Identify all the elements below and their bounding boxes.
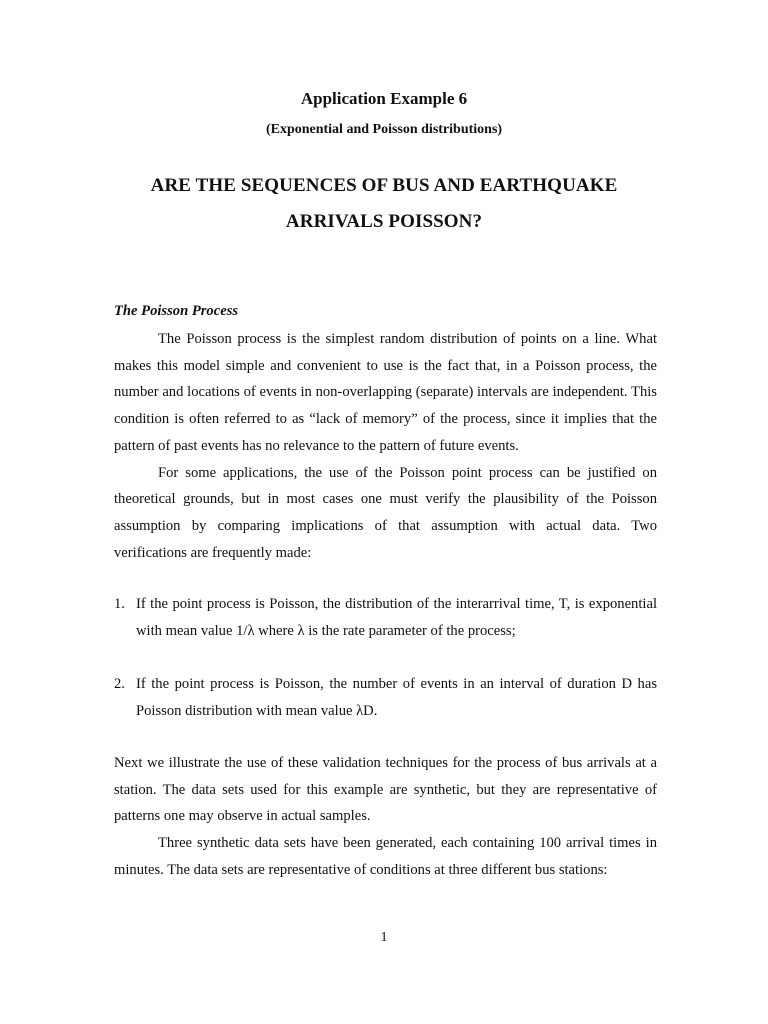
paragraph-2: For some applications, the use of the Poisson point process can be justified on theoretical grounds, but in most cases one must verify the plausibility of the Poisson assumption by comparing implications of that assumption with actual data. Two verifications are frequently made: (114, 464, 657, 561)
document-subtitle: (Exponential and Poisson distributions) (265, 122, 503, 137)
paragraph-3: Next we illustrate the use of these validation techniques for the process of bus arrivals at a station. The data sets used for this example are synthetic, but they are representative of patterns one may observe in actual samples. (114, 755, 657, 825)
list-text: If the point process is Poisson, the number of events in an interval of duration D has Poisson distribution with mean value λD. (136, 676, 657, 719)
section-title: The Poisson Process (114, 303, 239, 319)
list-number: 2. (114, 676, 125, 692)
closing-paragraphs (114, 750, 657, 884)
document-title: Application Example 6 (300, 89, 468, 108)
page-number: 1 (380, 930, 388, 945)
intro-paragraphs (114, 326, 657, 566)
main-heading-line-2: ARRIVALS POISSON? (285, 211, 483, 232)
list-item-1 (114, 591, 657, 645)
paragraph-1: The Poisson process is the simplest random distribution of points on a line. What makes this model simple and convenient to use is the fact that, in a Poisson process, the number and locations of events in non-overlapping (separate) intervals are independent. This condition is often referred to as “lack of memory” of the process, since it implies that the pattern of past events has no relevance to the pattern of future events. (114, 331, 657, 454)
list-text: If the point process is Poisson, the distribution of the interarrival time, T, is exponential with mean value 1/λ where λ is the rate parameter of the process; (136, 596, 657, 639)
paragraph-4: Three synthetic data sets have been generated, each containing 100 arrival times in minutes. The data sets are representative of conditions at three different bus stations: (114, 835, 657, 878)
list-item-2 (114, 671, 657, 725)
main-heading-line-1: ARE THE SEQUENCES OF BUS AND EARTHQUAKE (150, 175, 618, 196)
list-number: 1. (114, 596, 125, 612)
